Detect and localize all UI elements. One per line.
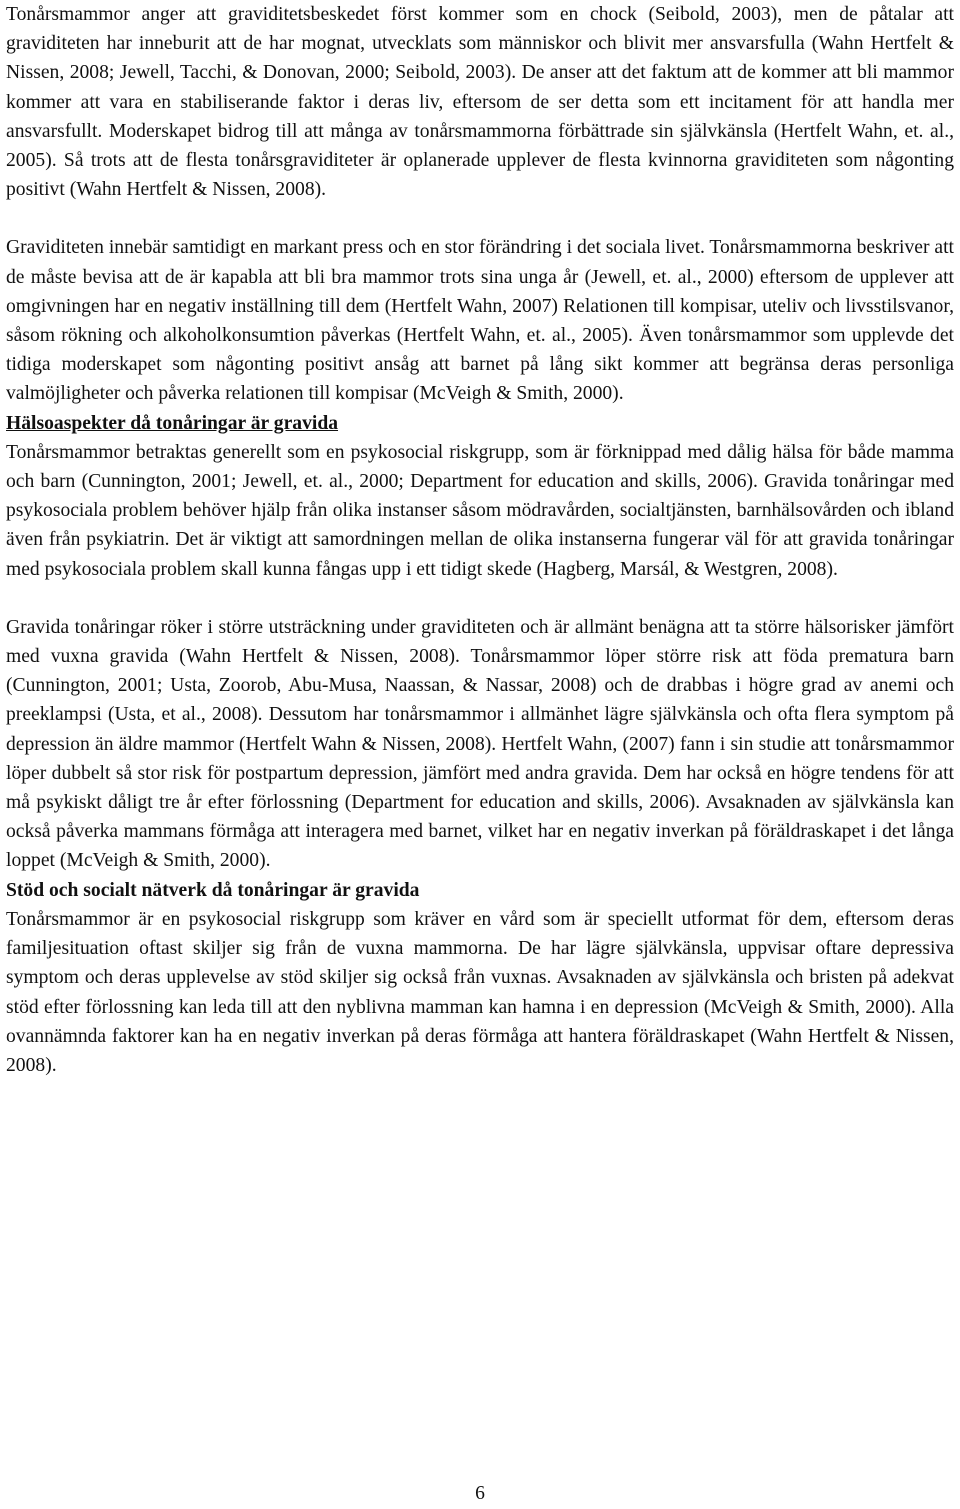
- body-paragraph: Gravida tonåringar röker i större utsträckning under graviditeten och är allmänt benägna att ta större hälsorisker jämfört med vuxna gravida (Wahn Hertfelt & Nissen, 2008). Tonårsmammor löper större risk att föda prematura barn (Cunnington, 2001; Usta, Zoorob, Abu-Musa, Naassan, & Nassar, 2008) och de drabbas i högre grad av anemi och preeklampsi (Usta, et al., 2008). Dessutom har tonårsmammor i allmänhet lägre självkänsla och ofta flera symptom på depression än äldre mammor (Hertfelt Wahn & Nissen, 2008). Hertfelt Wahn, (2007) fann i sin studie att tonårsmammor löper dubbelt så stor risk för postpartum depression, jämfört med andra gravida. Dem har också en högre tendens för att må psykiskt dåligt tre år efter förlossning (Department for education and skills, 2006). Avsaknaden av självkänsla kan också påverka mammans förmåga att interagera med barnet, vilket har en negativ inverkan på föräldraskapet i det långa loppet (McVeigh & Smith, 2000).: [6, 616, 954, 872]
- section-heading-health: Hälsoaspekter då tonåringar är gravida: [6, 412, 339, 434]
- section-heading-support: Stöd och socialt nätverk då tonåringar är gravida: [6, 879, 420, 901]
- body-paragraph: Tonårsmammor betraktas generellt som en psykosocial riskgrupp, som är förknippad med dålig hälsa för både mamma och barn (Cunnington, 2001; Jewell, et. al., 2000; Department for education and skills, 2006). Gravida tonåringar med psykosociala problem behöver hjälp från olika instanser såsom mödravården, socialtjänsten, barnhälsovården och ibland även från psykiatrin. Det är viktigt att samordningen mellan de olika instanserna fungerar väl för att gravida tonåringar med psykosociala problem skall kunna fångas upp i ett tidigt skede (Hagberg, Marsál, & Westgren, 2008).: [6, 441, 954, 580]
- page-number: 6: [475, 1483, 485, 1504]
- document-page: [6, 0, 954, 1080]
- body-paragraph: Tonårsmammor anger att graviditetsbeskedet först kommer som en chock (Seibold, 2003), men de påtalar att graviditeten har inneburit att de har mognat, utvecklats som människor och blivit mer ansvarsfulla (Wahn Hertfelt & Nissen, 2008; Jewell, Tacchi, & Donovan, 2000; Seibold, 2003). De anser att det faktum att de kommer att bli mammor kommer att vara en stabiliserande faktor i deras liv, eftersom de ser detta som ett incitament för att handla mer ansvarsfullt. Moderskapet bidrog till att många av tonårsmammorna förbättrade sin självkänsla (Hertfelt Wahn, et. al., 2005). Så trots att de flesta tonårsgraviditeter är oplanerade upplever de flesta kvinnorna graviditeten som någonting positivt (Wahn Hertfelt & Nissen, 2008).: [6, 4, 954, 201]
- body-paragraph: Tonårsmammor är en psykosocial riskgrupp som kräver en vård som är speciellt utformat för dem, eftersom deras familjesituation oftast skiljer sig från de vuxna mammorna. De har lägre självkänsla, uppvisar oftare depressiva symptom och deras upplevelse av stöd skiljer sig också från vuxnas. Avsaknaden av självkänsla och bristen på adekvat stöd efter förlossning kan leda till att den nyblivna mamman kan hamna i en depression (McVeigh & Smith, 2000). Alla ovannämnda faktorer kan ha en negativ inverkan på deras förmåga att hantera föräldraskapet (Wahn Hertfelt & Nissen, 2008).: [6, 908, 954, 1076]
- body-paragraph: Graviditeten innebär samtidigt en markant press och en stor förändring i det sociala livet. Tonårsmammorna beskriver att de måste bevisa att de är kapabla att bli bra mammor trots sina unga år (Jewell, et. al., 2000) eftersom de upplever att omgivningen har en negativ inställning till dem (Hertfelt Wahn, 2007) Relationen till kompisar, uteliv och livsstilsvanor, såsom rökning och alkoholkonsumtion påverkas (Hertfelt Wahn, et. al., 2005). Även tonårsmammor som upplevde det tidiga moderskapet som någonting positivt ansåg att barnet på lång sikt kommer att begränsa deras personliga valmöjligheter och påverka relationen till kompisar (McVeigh & Smith, 2000).: [6, 237, 954, 405]
